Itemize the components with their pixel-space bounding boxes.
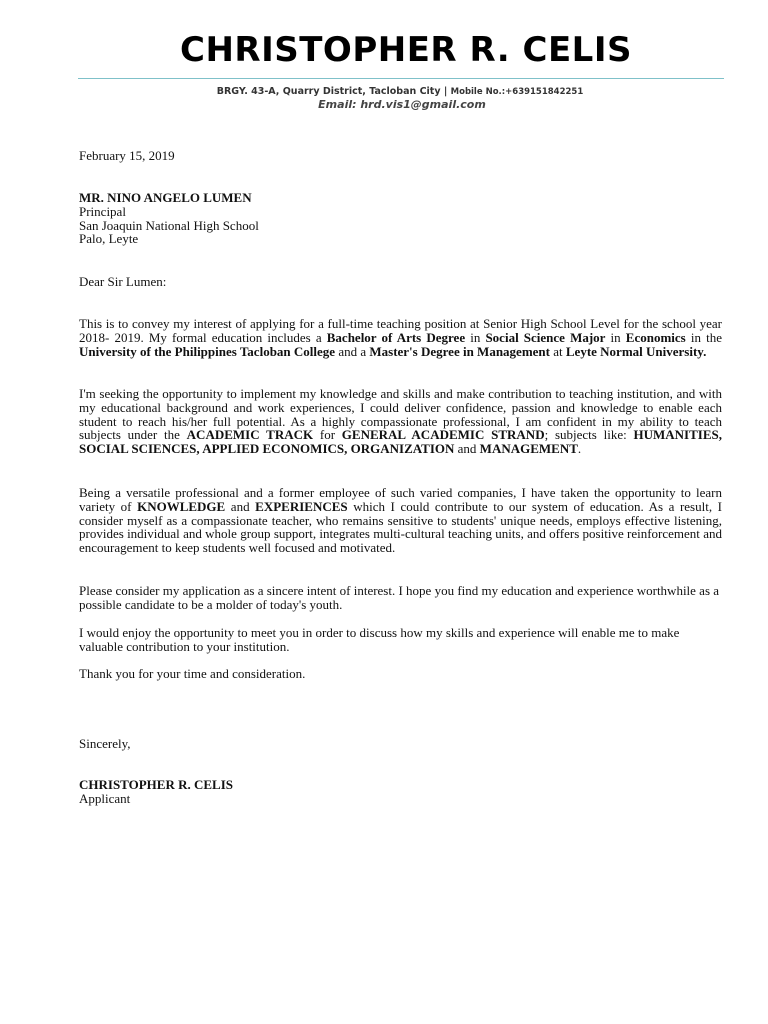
letterhead-name: CHRISTOPHER R. CELIS	[180, 30, 632, 70]
paragraph-experience: Being a versatile professional and a former employee of such varied companies, I have taken the opportunity to learn variety of KNOWLEDGE and EXPERIENCES which I could contribute to our system of education. As a result, I consider myself as a compassionate teacher, who remains sensitive to students' unique needs, employs effective listening, provides individual and whole group support, integrates multi-cultural teaching units, and offers positive reinforcement and encouragement to keep students well focused and motivated.	[79, 485, 723, 556]
signature-name: CHRISTOPHER R. CELIS	[79, 777, 233, 792]
recipient-title: Principal	[79, 203, 126, 219]
recipient-name: MR. NINO ANGELO LUMEN	[79, 190, 252, 205]
closing: Sincerely,	[79, 736, 131, 751]
recipient-location: Palo, Leyte	[79, 231, 139, 247]
letterhead-divider	[78, 78, 724, 79]
letterhead-mobile: Mobile No.:+639151842251	[450, 87, 584, 97]
paragraph-thanks: Thank you for your time and consideration.	[79, 666, 306, 681]
letter-date: February 15, 2019	[79, 148, 175, 163]
paragraph-qualifications: I'm seeking the opportunity to implement my knowledge and skills and make contribution to teaching institution, and with my educational background and work experiences, I could deliver confidence, passion and knowledge to enable each student to reach his/her full potential. As a highly compassionate professional, I am confident in my ability to teach subjects under the ACADEMIC TRACK for GENERAL ACADEMIC STRAND; subjects like: HUMANITIES, SOCIAL SCIENCES, APPLIED ECONOMICS, ORGANIZATION and MANAGEMENT.	[79, 386, 722, 457]
recipient-school: San Joaquin National High School	[79, 217, 259, 233]
paragraph-intro: This is to convey my interest of applying for a full-time teaching position at Senior High School Level for the school year 2018- 2019. My formal education includes a Bachelor of Arts Degree in Social Science Major in Economics in the University of the Philippines Tacloban College and a Master's Degree in Management at Leyte Normal University.	[79, 316, 722, 359]
letterhead-contact	[0, 86, 768, 97]
paragraph-consideration: Please consider my application as a sincere intent of interest. I hope you find my education and experience worthwhile as a possible candidate to be a molder of today's youth.	[79, 583, 720, 612]
recipient-block	[79, 191, 722, 246]
paragraph-meeting: I would enjoy the opportunity to meet you in order to discuss how my skills and experience will enable me to make valuable contribution to your institution.	[79, 625, 680, 654]
signature-block	[79, 778, 722, 806]
salutation: Dear Sir Lumen:	[79, 274, 167, 289]
letterhead-address: BRGY. 43-A, Quarry District, Tacloban City |	[216, 86, 448, 97]
letterhead-email: Email: hrd.vis1@gmail.com	[318, 98, 486, 111]
signature-role: Applicant	[79, 790, 131, 806]
